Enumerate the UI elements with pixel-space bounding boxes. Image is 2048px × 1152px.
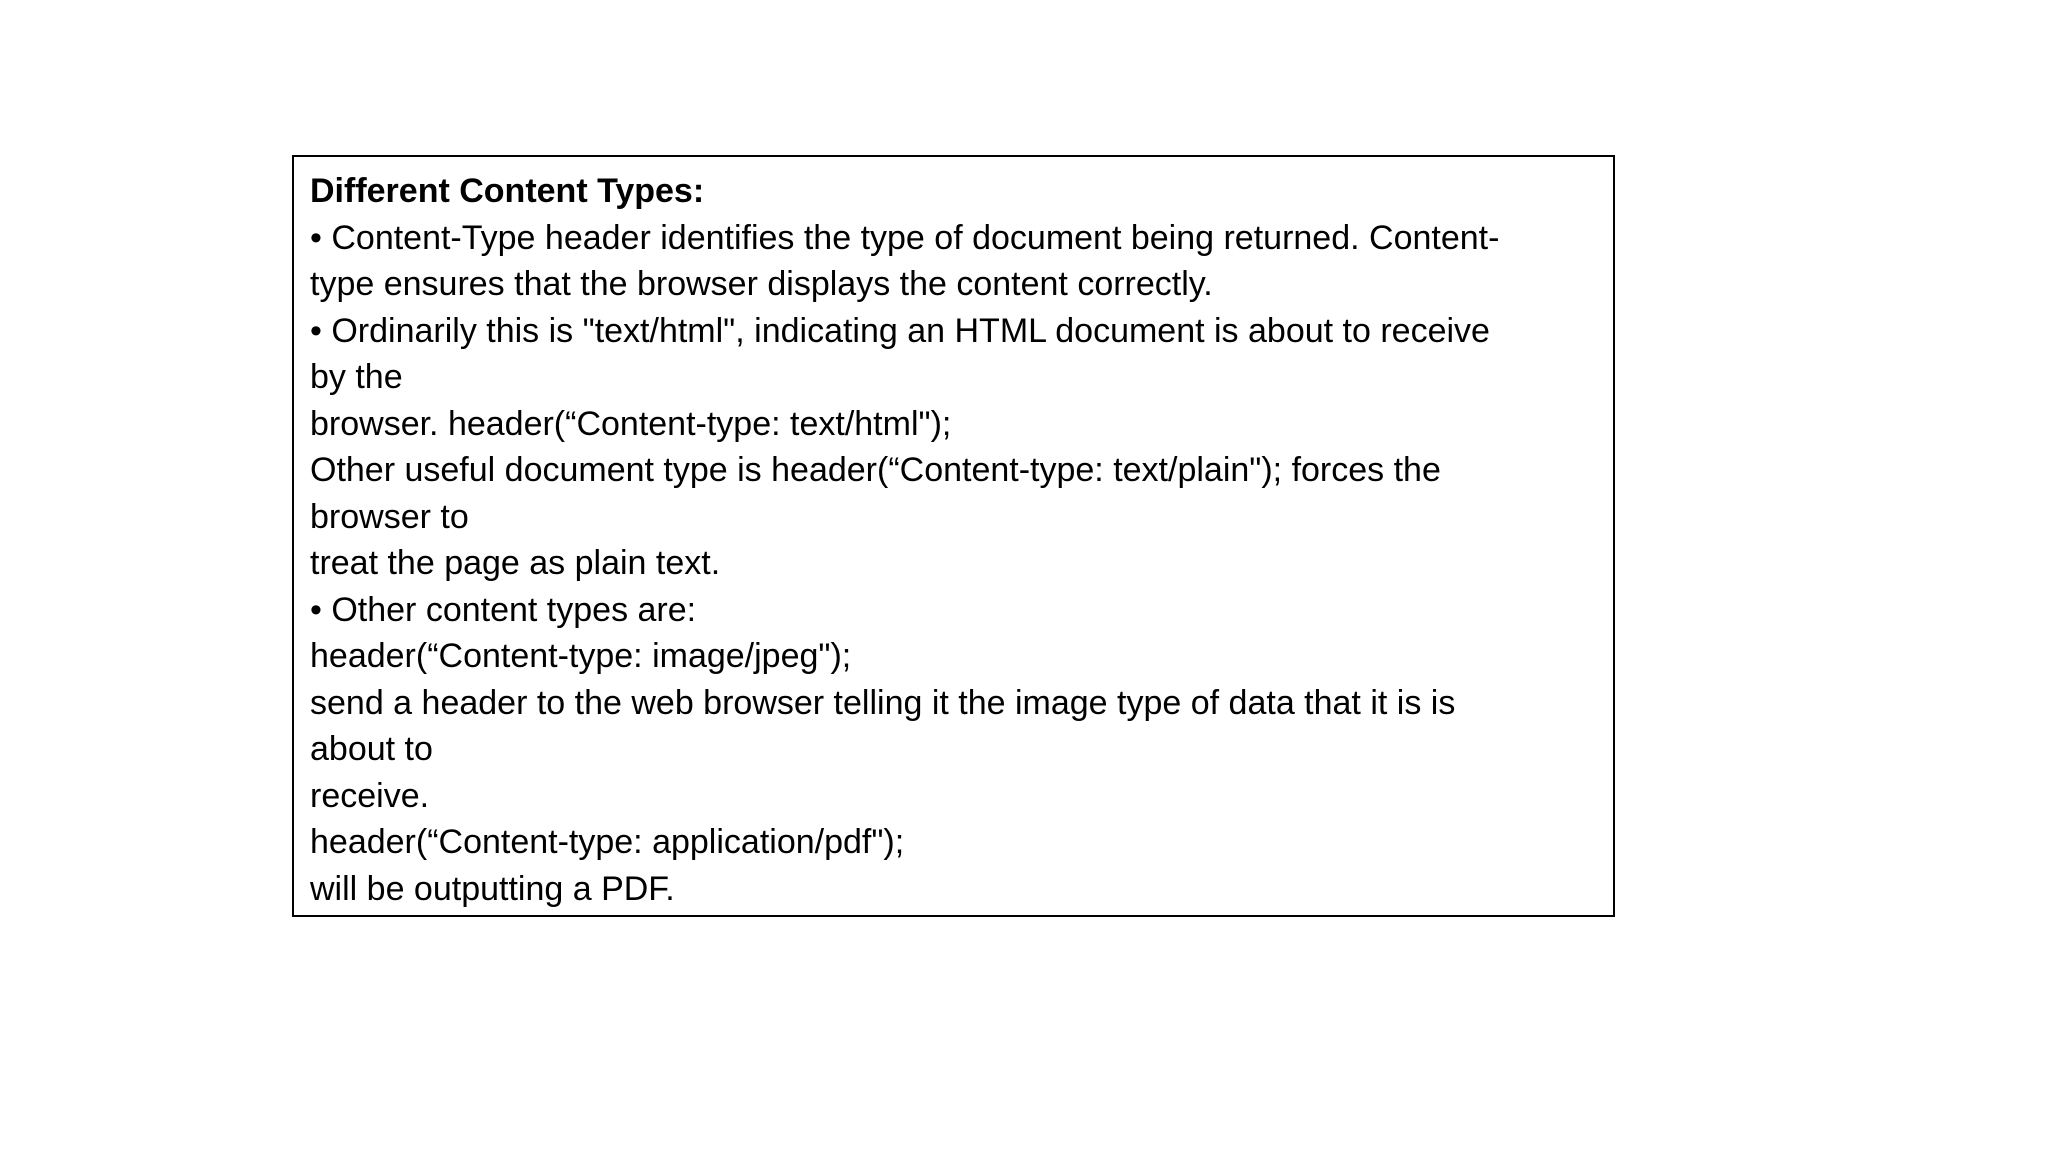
text-line: treat the page as plain text. (310, 544, 721, 582)
text-line: will be outputting a PDF. (310, 869, 675, 908)
text-line: browser to (310, 497, 469, 536)
text-line: by the (310, 358, 403, 396)
text-line: header(“Content-type: application/pdf"); (310, 823, 905, 861)
text-line: • Other content types are: (310, 590, 697, 629)
text-line: Other useful document type is header(“Content-type: text/plain"); forces the (310, 451, 1441, 489)
content-types-text-box (292, 155, 1615, 917)
text-line: browser. header(“Content-type: text/html"); (310, 404, 952, 443)
text-line: about to (310, 730, 433, 768)
text-line: • Ordinarily this is "text/html", indicating an HTML document is about to receive (310, 311, 1490, 350)
text-line: receive. (310, 776, 430, 815)
text-line: send a header to the web browser telling it the image type of data that it is is (310, 683, 1456, 722)
text-line: header(“Content-type: image/jpeg"); (310, 637, 852, 675)
text-line: • Content-Type header identifies the type of document being returned. Content- (310, 218, 1500, 257)
box-title: Different Content Types: (310, 172, 705, 210)
text-line: type ensures that the browser displays the content correctly. (310, 265, 1213, 303)
